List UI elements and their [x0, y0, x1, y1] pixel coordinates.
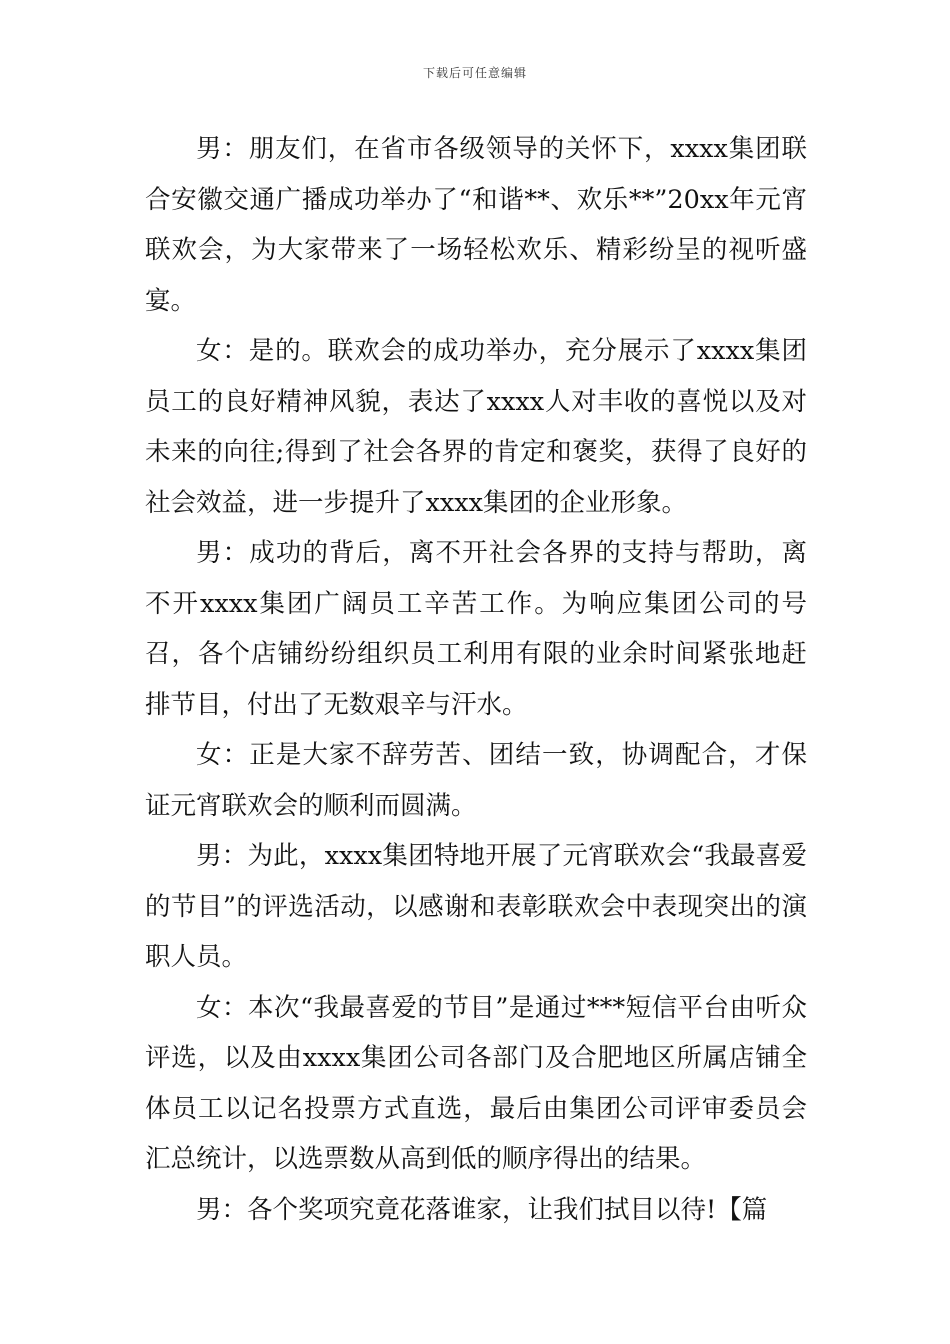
paragraph-7: 男：各个奖项究竟花落谁家，让我们拭目以待!【篇	[196, 1194, 768, 1225]
paragraph-2: 女：是的。联欢会的成功举办，充分展示了xxxx集团员工的良好精神风貌，表达了xxxx人对丰收的喜悦以及对未来的向往;得到了社会各界的肯定和褒奖，获得了良好的社会效益，进一步提升了xxxx集团的企业形象。	[145, 336, 807, 518]
paragraph-3: 男：成功的背后，离不开社会各界的支持与帮助，离不开xxxx集团广阔员工辛苦工作。为响应集团公司的号召，各个店铺纷纷组织员工利用有限的业余时间紧张地赶排节目，付出了无数艰辛与汗水。	[145, 538, 807, 720]
paragraph-6: 女：本次“我最喜爱的节目”是通过***短信平台由听众评选，以及由xxxx集团公司各部门及合肥地区所属店铺全体员工以记名投票方式直选，最后由集团公司评审委员会汇总统计，以选票数从高到低的顺序得出的结果。	[145, 992, 807, 1174]
page-header: 下载后可任意编辑	[422, 66, 527, 80]
paragraph-5: 男：为此，xxxx集团特地开展了元宵联欢会“我最喜爱的节目”的评选活动，以感谢和表彰联欢会中表现突出的演职人员。	[145, 841, 807, 972]
paragraph-4: 女：正是大家不辞劳苦、团结一致，协调配合，才保证元宵联欢会的顺利而圆满。	[145, 740, 807, 821]
document-body	[145, 124, 807, 1235]
paragraph-1: 男：朋友们，在省市各级领导的关怀下，xxxx集团联合安徽交通广播成功举办了“和谐**、欢乐**”20xx年元宵联欢会，为大家带来了一场轻松欢乐、精彩纷呈的视听盛宴。	[145, 134, 807, 316]
